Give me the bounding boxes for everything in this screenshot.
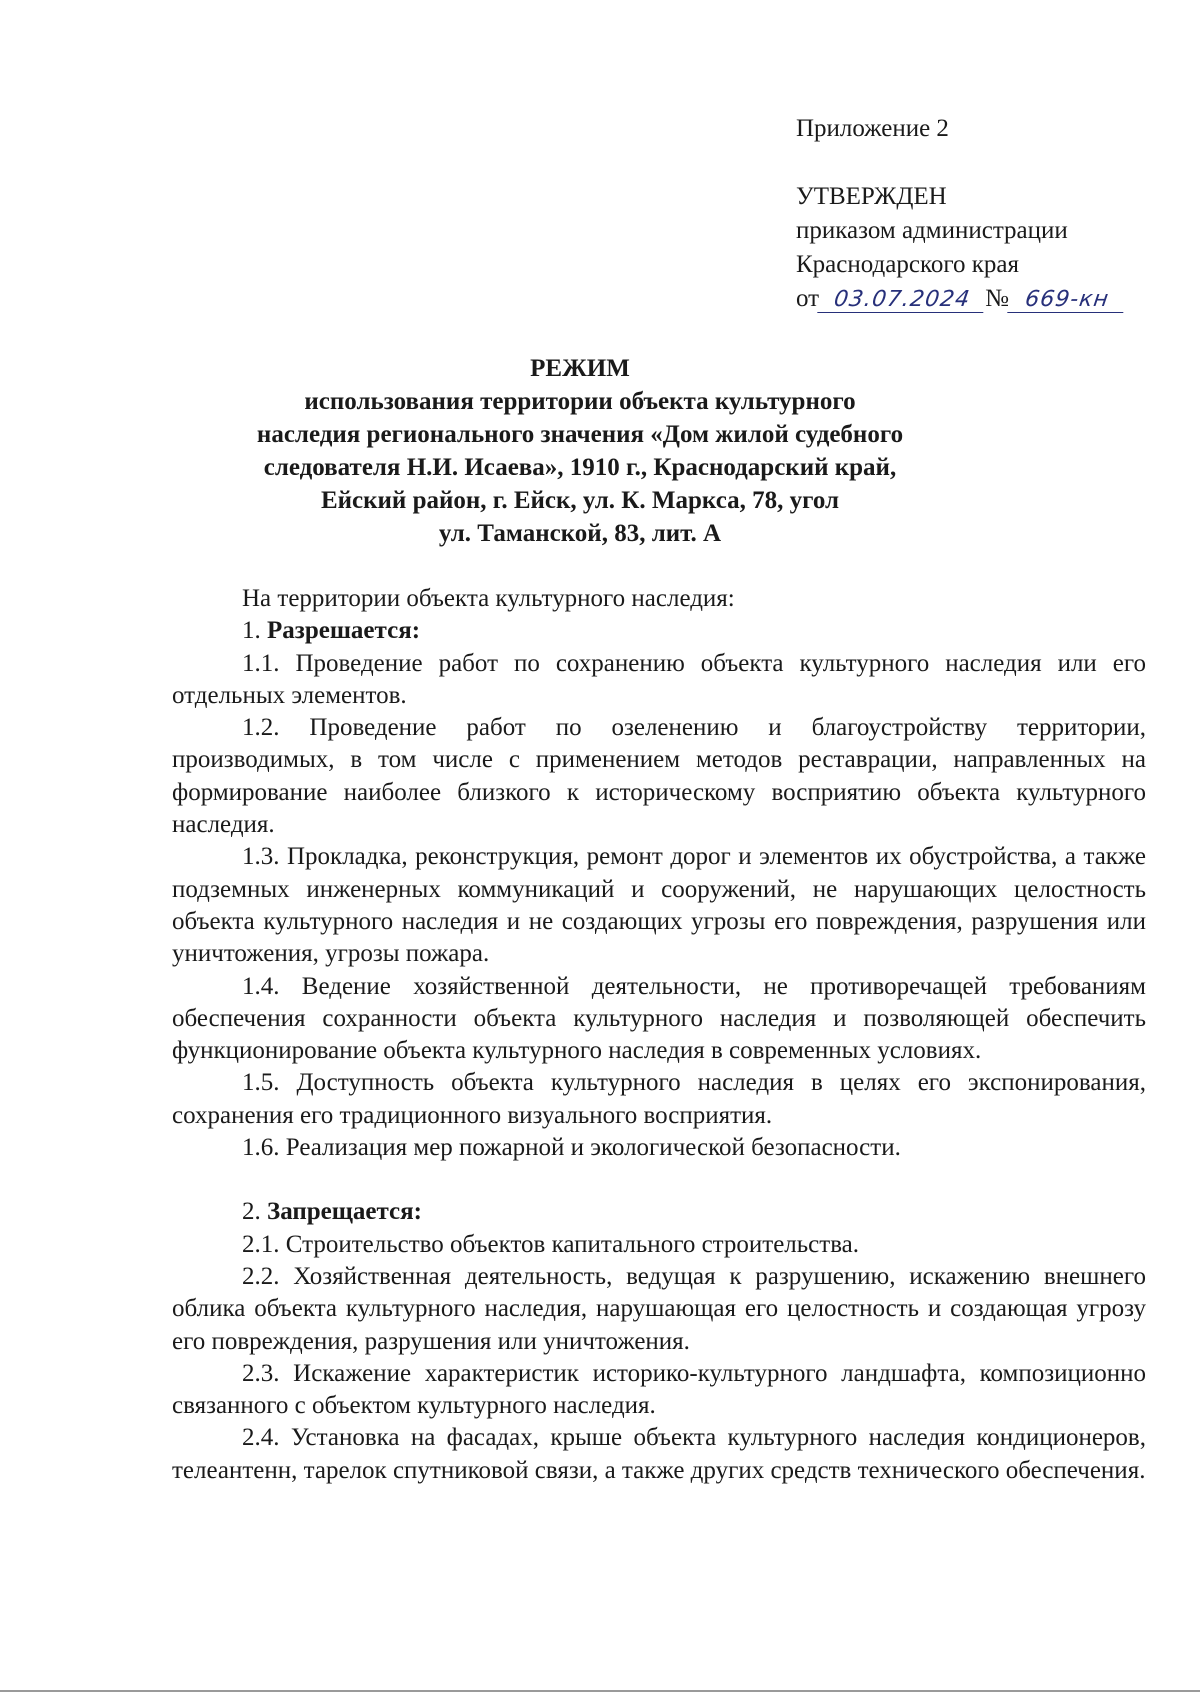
section2-item: 2.2. Хозяйственная деятельность, ведущая к разрушению, искажению внешнего облика объекта культурного наследия, нарушающая его целостность и создающая угрозу его повреждения, разрушения или уничтожения. bbox=[172, 1262, 1146, 1355]
section1-title: Разрешается: bbox=[267, 617, 421, 645]
approved-label: УТВЕРЖДЕН bbox=[796, 183, 947, 210]
from-label: от bbox=[796, 285, 820, 312]
intro-paragraph: На территории объекта культурного наследия: bbox=[242, 585, 735, 612]
section2-item: 2.4. Установка на фасадах, крыше объекта культурного наследия кондиционеров, телеантенн, тарелок спутниковой связи, а также других средств технического обеспечения. bbox=[172, 1424, 1146, 1484]
order-reference bbox=[796, 282, 1156, 316]
section2-number: 2. bbox=[242, 1198, 261, 1226]
section1-item: 1.4. Ведение хозяйственной деятельности, не противоречащей требованиям обеспечения сохранности объекта культурного наследия и позволяющей обеспечить функционирование объекта культурного наследия в современных условиях. bbox=[172, 972, 1146, 1065]
section2-heading bbox=[172, 1196, 1146, 1228]
approval-block bbox=[796, 112, 1156, 316]
title-line: использования территории объекта культурного bbox=[304, 388, 856, 415]
number-label: № bbox=[985, 285, 1009, 312]
title-line: наследия регионального значения «Дом жилой судебного bbox=[256, 421, 904, 448]
document-body bbox=[172, 583, 1146, 1487]
section2-title: Запрещается: bbox=[267, 1198, 423, 1226]
title-line: ул. Таманской, 83, лит. А bbox=[438, 520, 722, 547]
section2-item: 2.1. Строительство объектов капитального строительства. bbox=[242, 1230, 860, 1258]
approved-by-line2: Краснодарского края bbox=[796, 251, 1019, 278]
section1-number: 1. bbox=[242, 617, 261, 645]
handwritten-number: 669-кн bbox=[1007, 288, 1127, 313]
title-heading: РЕЖИМ bbox=[530, 355, 630, 382]
section1-item: 1.1. Проведение работ по сохранению объекта культурного наследия или его отдельных элементов. bbox=[172, 649, 1146, 709]
section1-item: 1.2. Проведение работ по озеленению и благоустройству территории, производимых, в том числе с применением методов реставрации, направленных на формирование наиболее близкого к историческому восприятию объекта культурного наследия. bbox=[172, 714, 1146, 839]
section1-item: 1.3. Прокладка, реконструкция, ремонт дорог и элементов их обустройства, а также подземных инженерных коммуникаций и сооружений, не нарушающих целостность объекта культурного наследия и не создающих угрозы его повреждения, разрушения или уничтожения, угрозы пожара. bbox=[172, 843, 1146, 968]
document-title bbox=[170, 352, 990, 550]
section1-item: 1.6. Реализация мер пожарной и экологической безопасности. bbox=[242, 1134, 901, 1162]
section2-item: 2.3. Искажение характеристик историко-культурного ландшафта, композиционно связанного с объектом культурного наследия. bbox=[172, 1359, 1146, 1420]
title-line: Ейский район, г. Ейск, ул. К. Маркса, 78, угол bbox=[320, 487, 840, 514]
appendix-label: Приложение 2 bbox=[796, 115, 949, 142]
handwritten-date: 03.07.2024 bbox=[817, 288, 987, 313]
title-line: следователя Н.И. Исаева», 1910 г., Краснодарский край, bbox=[263, 454, 897, 481]
approved-by-line1: приказом администрации bbox=[796, 217, 1068, 244]
section1-heading bbox=[172, 615, 1146, 647]
scan-edge-line bbox=[0, 1690, 1200, 1692]
section1-item: 1.5. Доступность объекта культурного наследия в целях его экспонирования, сохранения его традиционного визуального восприятия. bbox=[172, 1069, 1146, 1129]
